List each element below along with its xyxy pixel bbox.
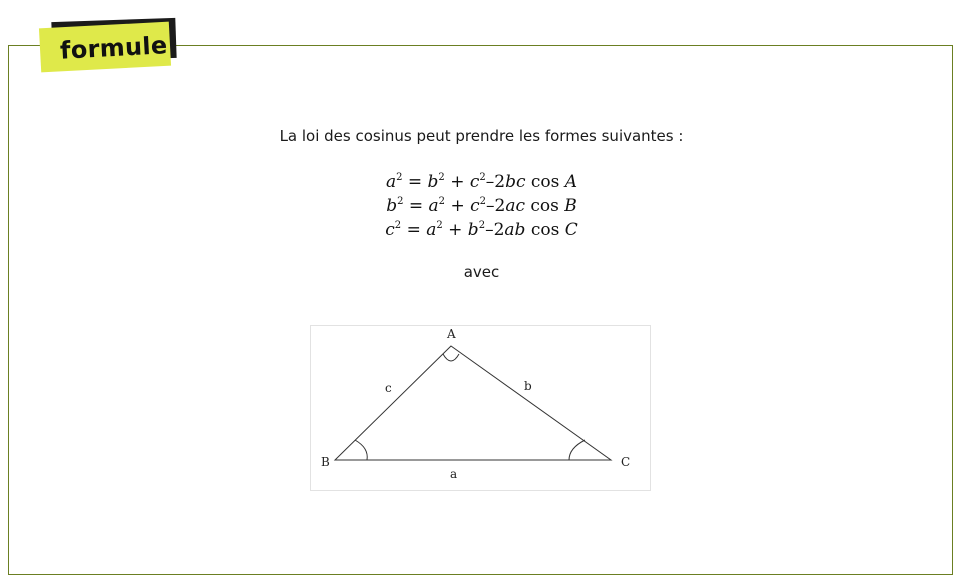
triangle-figure (310, 325, 651, 491)
angle-arc-c (569, 440, 585, 460)
vertex-label-a: A (447, 327, 456, 341)
formula-line-2: $b^2 = a^2 + c^2-2ac$ cos B (386, 196, 577, 216)
angle-arc-b (355, 440, 367, 460)
side-label-c: c (385, 381, 392, 395)
intro-text: La loi des cosinus peut prendre les formes suivantes : (279, 127, 684, 145)
triangle-shape (335, 346, 611, 460)
triangle-diagram (311, 326, 650, 490)
formula-block (0, 170, 963, 242)
formula-frame (8, 45, 953, 575)
formula-line-1: $a^2 = b^2 + c^2-2bc$ cos A (385, 172, 578, 192)
formula-tag (40, 20, 176, 70)
side-label-b: b (524, 379, 532, 393)
angle-arc-a (443, 354, 459, 361)
vertex-label-c: C (621, 455, 631, 469)
side-label-a: a (450, 467, 458, 481)
avec-text: avec (463, 263, 500, 281)
formula-line-3: $c^2 = a^2 + b^2-2ab$ cos C (385, 220, 578, 240)
vertex-label-b: B (321, 455, 330, 469)
tag-label: formule (59, 31, 169, 65)
